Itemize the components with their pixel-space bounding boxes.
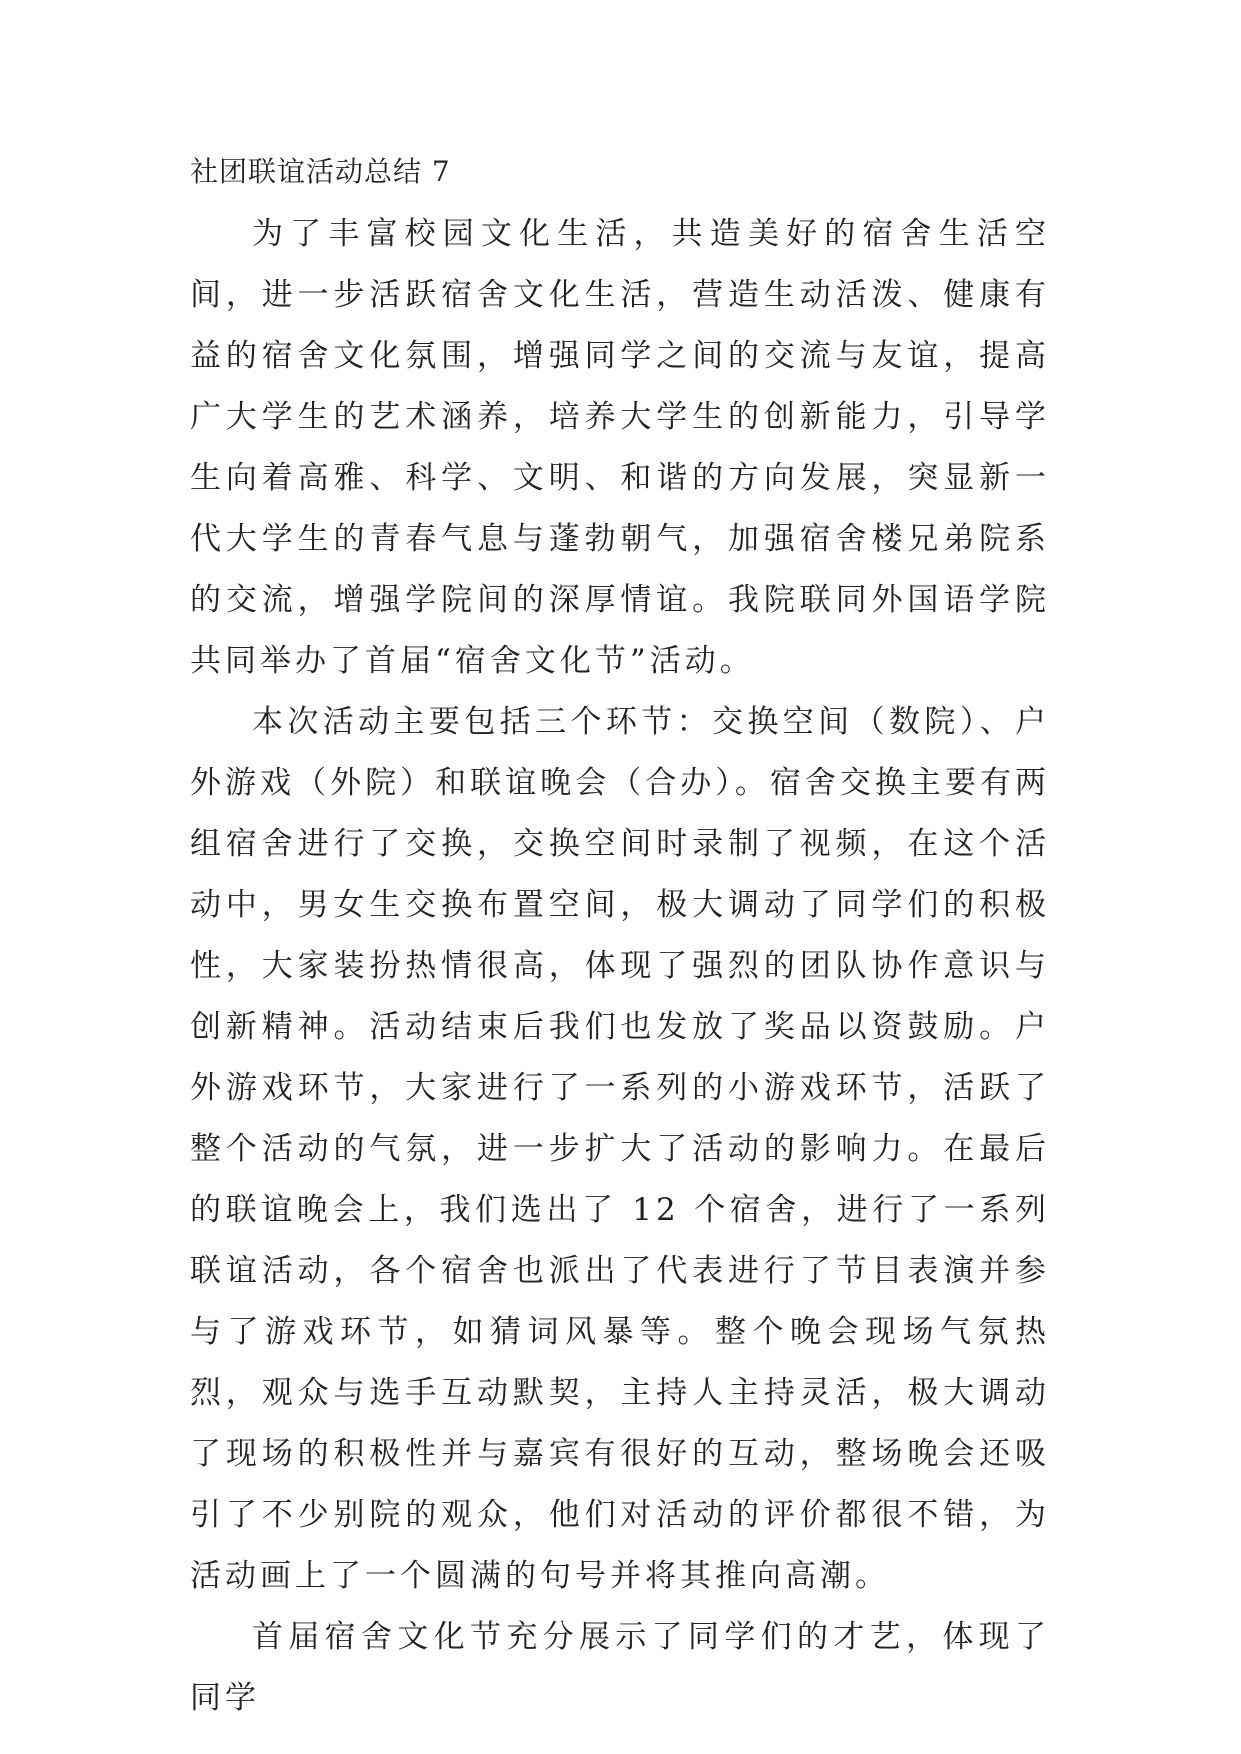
paragraph-intro: 为了丰富校园文化生活，共造美好的宿舍生活空间，进一步活跃宿舍文化生活，营造生动活泼、健康有益的宿舍文化氛围，增强同学之间的交流与友谊，提高广大学生的艺术涵养，培养大学生的创新能力，引导学生向着高雅、科学、文明、和谐的方向发展，突显新一代大学生的青春气息与蓬勃朝气，加强宿舍楼兄弟院系的交流，增强学院间的深厚情谊。我院联同外国语学院共同举办了首届“宿舍文化节”活动。 <box>190 216 1050 679</box>
paragraph-conclusion: 首届宿舍文化节充分展示了同学们的才艺，体现了同学 <box>190 1619 1050 1716</box>
document-body <box>190 150 1050 1729</box>
paragraph-activities: 本次活动主要包括三个环节：交换空间（数院）、户外游戏（外院）和联谊晚会（合办）。宿舍交换主要有两组宿舍进行了交换，交换空间时录制了视频，在这个活动中，男女生交换布置空间，极大调动了同学们的积极性，大家装扮热情很高，体现了强烈的团队协作意识与创新精神。活动结束后我们也发放了奖品以资鼓励。户外游戏环节，大家进行了一系列的小游戏环节，活跃了整个活动的气氛，进一步扩大了活动的影响力。在最后的联谊晚会上，我们选出了 12 个宿舍，进行了一系列联谊活动，各个宿舍也派出了代表进行了节目表演并参与了游戏环节，如猜词风暴等。整个晚会现场气氛热烈，观众与选手互动默契，主持人主持灵活，极大调动了现场的积极性并与嘉宾有很好的互动，整场晚会还吸引了不少别院的观众，他们对活动的评价都很不错，为活动画上了一个圆满的句号并将其推向高潮。 <box>190 704 1050 1594</box>
document-title: 社团联谊活动总结 7 <box>190 155 451 188</box>
